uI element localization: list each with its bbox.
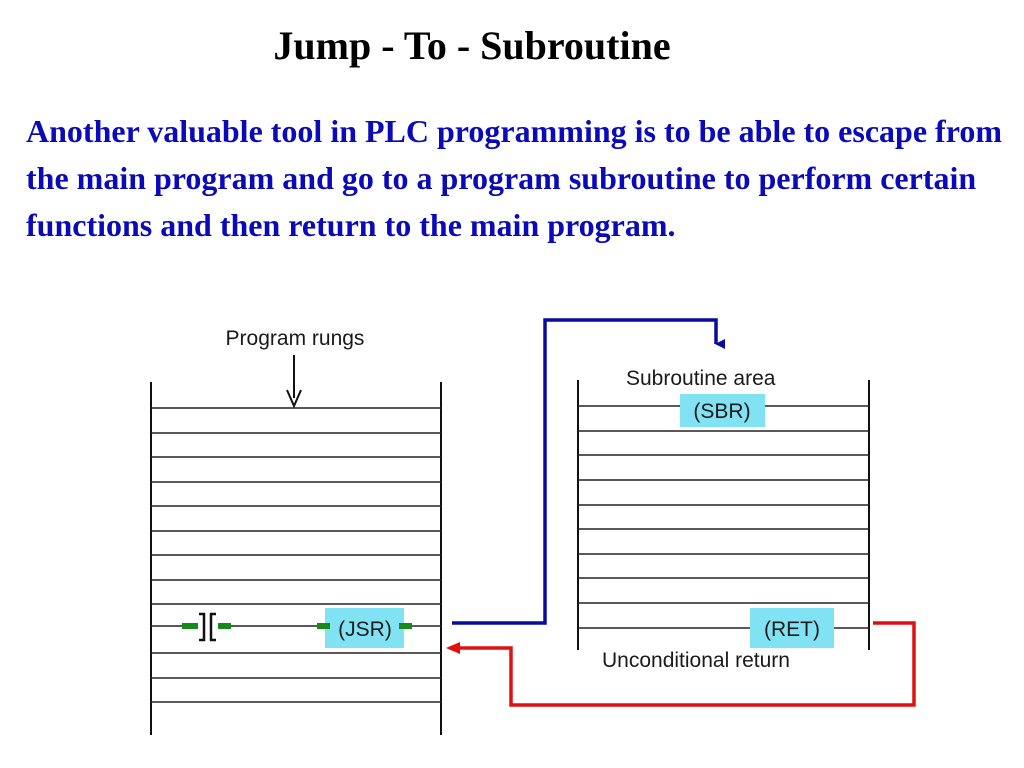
program-rungs-label: Program rungs [225,327,365,350]
sbr-label: (SBR) [693,400,751,423]
unconditional-return-label: Unconditional return [602,649,790,672]
down-arrow-icon [287,355,301,406]
slide-title: Jump - To - Subroutine [273,23,671,68]
main-program-ladder [151,382,441,735]
contact-symbol [182,612,231,642]
ret-box [750,608,834,648]
main-rungs [151,408,441,702]
subroutine-rungs [578,406,869,628]
ret-label: (RET) [764,618,820,641]
body-text: Another valuable tool in PLC programming is to be able to escape from the main program and go to a program subroutine to perform certain functions and then return to the main program. [26,113,1002,243]
subroutine-area-label: Subroutine area [626,367,776,390]
jsr-label: (JSR) [338,618,392,641]
sbr-box [680,394,765,427]
jsr-box [317,608,412,648]
